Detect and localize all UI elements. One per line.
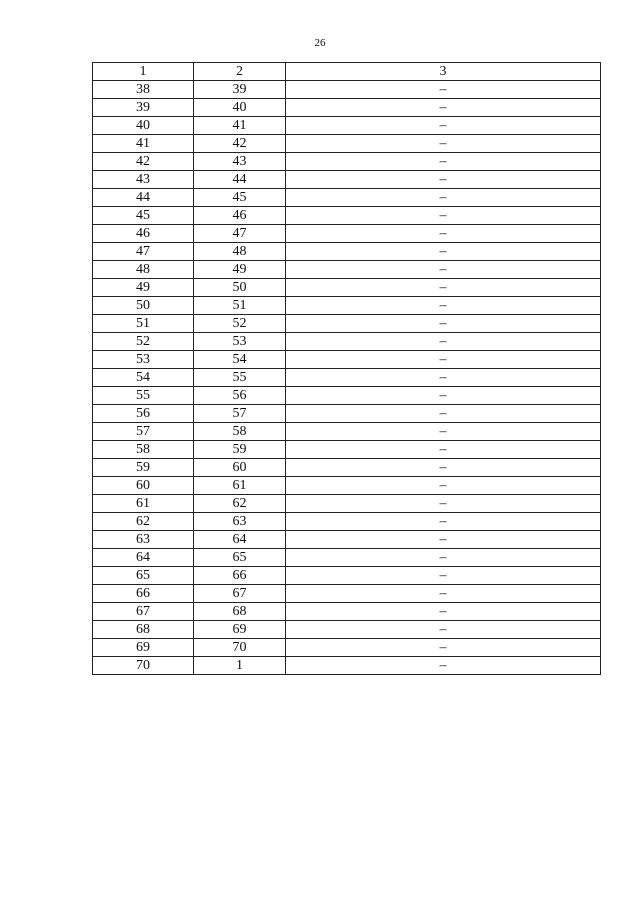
table-row [93,405,601,423]
table-cell-col-2: 42 [194,135,286,153]
table-cell-col-3: – [286,117,601,135]
table-row [93,621,601,639]
table-row [93,99,601,117]
table-row [93,261,601,279]
table-cell-col-2: 59 [194,441,286,459]
table-row [93,477,601,495]
table-cell-col-2: 46 [194,207,286,225]
table-cell-col-1: 42 [93,153,194,171]
table-cell-col-3: – [286,171,601,189]
table-row [93,369,601,387]
table-row [93,117,601,135]
table-cell-col-1: 60 [93,477,194,495]
table-cell-col-1: 48 [93,261,194,279]
table-cell-col-1: 58 [93,441,194,459]
table-cell-col-3: – [286,549,601,567]
table-cell-col-3: – [286,81,601,99]
table-cell-col-1: 57 [93,423,194,441]
table-cell-col-3: – [286,207,601,225]
table-cell-col-2: 53 [194,333,286,351]
table-row [93,315,601,333]
table-row [93,297,601,315]
table-cell-col-3: – [286,531,601,549]
table-cell-col-2: 65 [194,549,286,567]
table-cell-col-2: 44 [194,171,286,189]
table-cell-col-3: – [286,405,601,423]
table-row [93,513,601,531]
table-cell-col-1: 63 [93,531,194,549]
table-cell-col-3: – [286,657,601,675]
table-cell-col-2: 43 [194,153,286,171]
table-row [93,531,601,549]
table-cell-col-2: 55 [194,369,286,387]
table-cell-col-3: – [286,189,601,207]
table-cell-col-3: – [286,279,601,297]
table-cell-col-3: – [286,441,601,459]
table-cell-col-1: 52 [93,333,194,351]
table-row [93,495,601,513]
table-cell-col-2: 63 [194,513,286,531]
table-cell-col-3: – [286,459,601,477]
table-row [93,333,601,351]
table-row [93,423,601,441]
table-cell-col-3: – [286,333,601,351]
table-cell-col-1: 41 [93,135,194,153]
table-cell-col-1: 62 [93,513,194,531]
data-table [92,62,601,675]
table-cell-col-1: 50 [93,297,194,315]
table-cell-col-3: – [286,639,601,657]
table-cell-col-1: 43 [93,171,194,189]
page-number: 26 [314,37,326,49]
table-cell-col-3: – [286,261,601,279]
table-cell-col-3: – [286,225,601,243]
table-cell-col-1: 56 [93,405,194,423]
table-row [93,135,601,153]
table-cell-col-3: – [286,585,601,603]
table-cell-col-3: – [286,477,601,495]
table-cell-col-3: – [286,351,601,369]
table-cell-col-1: 45 [93,207,194,225]
table-cell-col-2: 56 [194,387,286,405]
table-cell-col-1: 38 [93,81,194,99]
table-row [93,153,601,171]
table-cell-col-2: 51 [194,297,286,315]
table-cell-col-2: 49 [194,261,286,279]
table-row [93,279,601,297]
table-cell-col-2: 47 [194,225,286,243]
column-header-1: 1 [93,63,194,81]
table-cell-col-1: 59 [93,459,194,477]
table-cell-col-1: 47 [93,243,194,261]
table-row [93,567,601,585]
table-cell-col-1: 67 [93,603,194,621]
table-row [93,207,601,225]
table-row [93,657,601,675]
table-cell-col-2: 52 [194,315,286,333]
table-cell-col-3: – [286,513,601,531]
table-cell-col-1: 68 [93,621,194,639]
table-row [93,171,601,189]
table-cell-col-2: 39 [194,81,286,99]
table-body [93,81,601,675]
table-cell-col-1: 70 [93,657,194,675]
table-cell-col-1: 44 [93,189,194,207]
table-cell-col-1: 65 [93,567,194,585]
table-cell-col-3: – [286,423,601,441]
table-cell-col-2: 50 [194,279,286,297]
table-cell-col-2: 62 [194,495,286,513]
table-row [93,387,601,405]
table-row [93,81,601,99]
table-cell-col-1: 61 [93,495,194,513]
table-cell-col-2: 45 [194,189,286,207]
table-cell-col-1: 49 [93,279,194,297]
table-cell-col-2: 64 [194,531,286,549]
table-cell-col-2: 66 [194,567,286,585]
table-cell-col-3: – [286,603,601,621]
table-cell-col-1: 54 [93,369,194,387]
table-cell-col-1: 51 [93,315,194,333]
table-cell-col-3: – [286,315,601,333]
table-cell-col-1: 46 [93,225,194,243]
table-cell-col-2: 70 [194,639,286,657]
table-row [93,441,601,459]
table-cell-col-1: 69 [93,639,194,657]
table-row [93,351,601,369]
table-row [93,549,601,567]
table-cell-col-2: 48 [194,243,286,261]
table-cell-col-3: – [286,135,601,153]
table-cell-col-3: – [286,621,601,639]
table-row [93,459,601,477]
table-cell-col-1: 40 [93,117,194,135]
table-cell-col-2: 1 [194,657,286,675]
table-row [93,225,601,243]
table-cell-col-2: 61 [194,477,286,495]
table-cell-col-2: 67 [194,585,286,603]
table-cell-col-2: 40 [194,99,286,117]
table-cell-col-2: 58 [194,423,286,441]
table-cell-col-1: 64 [93,549,194,567]
table-cell-col-1: 53 [93,351,194,369]
table-header-row [93,63,601,81]
table-cell-col-3: – [286,387,601,405]
table-row [93,585,601,603]
table-cell-col-3: – [286,243,601,261]
table-cell-col-3: – [286,567,601,585]
table-row [93,603,601,621]
table-cell-col-2: 68 [194,603,286,621]
table-cell-col-2: 69 [194,621,286,639]
table-row [93,189,601,207]
table-cell-col-1: 55 [93,387,194,405]
table-row [93,639,601,657]
table-cell-col-3: – [286,369,601,387]
table-cell-col-3: – [286,99,601,117]
table-cell-col-3: – [286,297,601,315]
table-cell-col-2: 41 [194,117,286,135]
table-row [93,243,601,261]
column-header-2: 2 [194,63,286,81]
table-cell-col-3: – [286,495,601,513]
table-cell-col-2: 54 [194,351,286,369]
table-cell-col-1: 39 [93,99,194,117]
table-cell-col-2: 60 [194,459,286,477]
table-cell-col-3: – [286,153,601,171]
table-cell-col-1: 66 [93,585,194,603]
column-header-3: 3 [286,63,601,81]
table-cell-col-2: 57 [194,405,286,423]
